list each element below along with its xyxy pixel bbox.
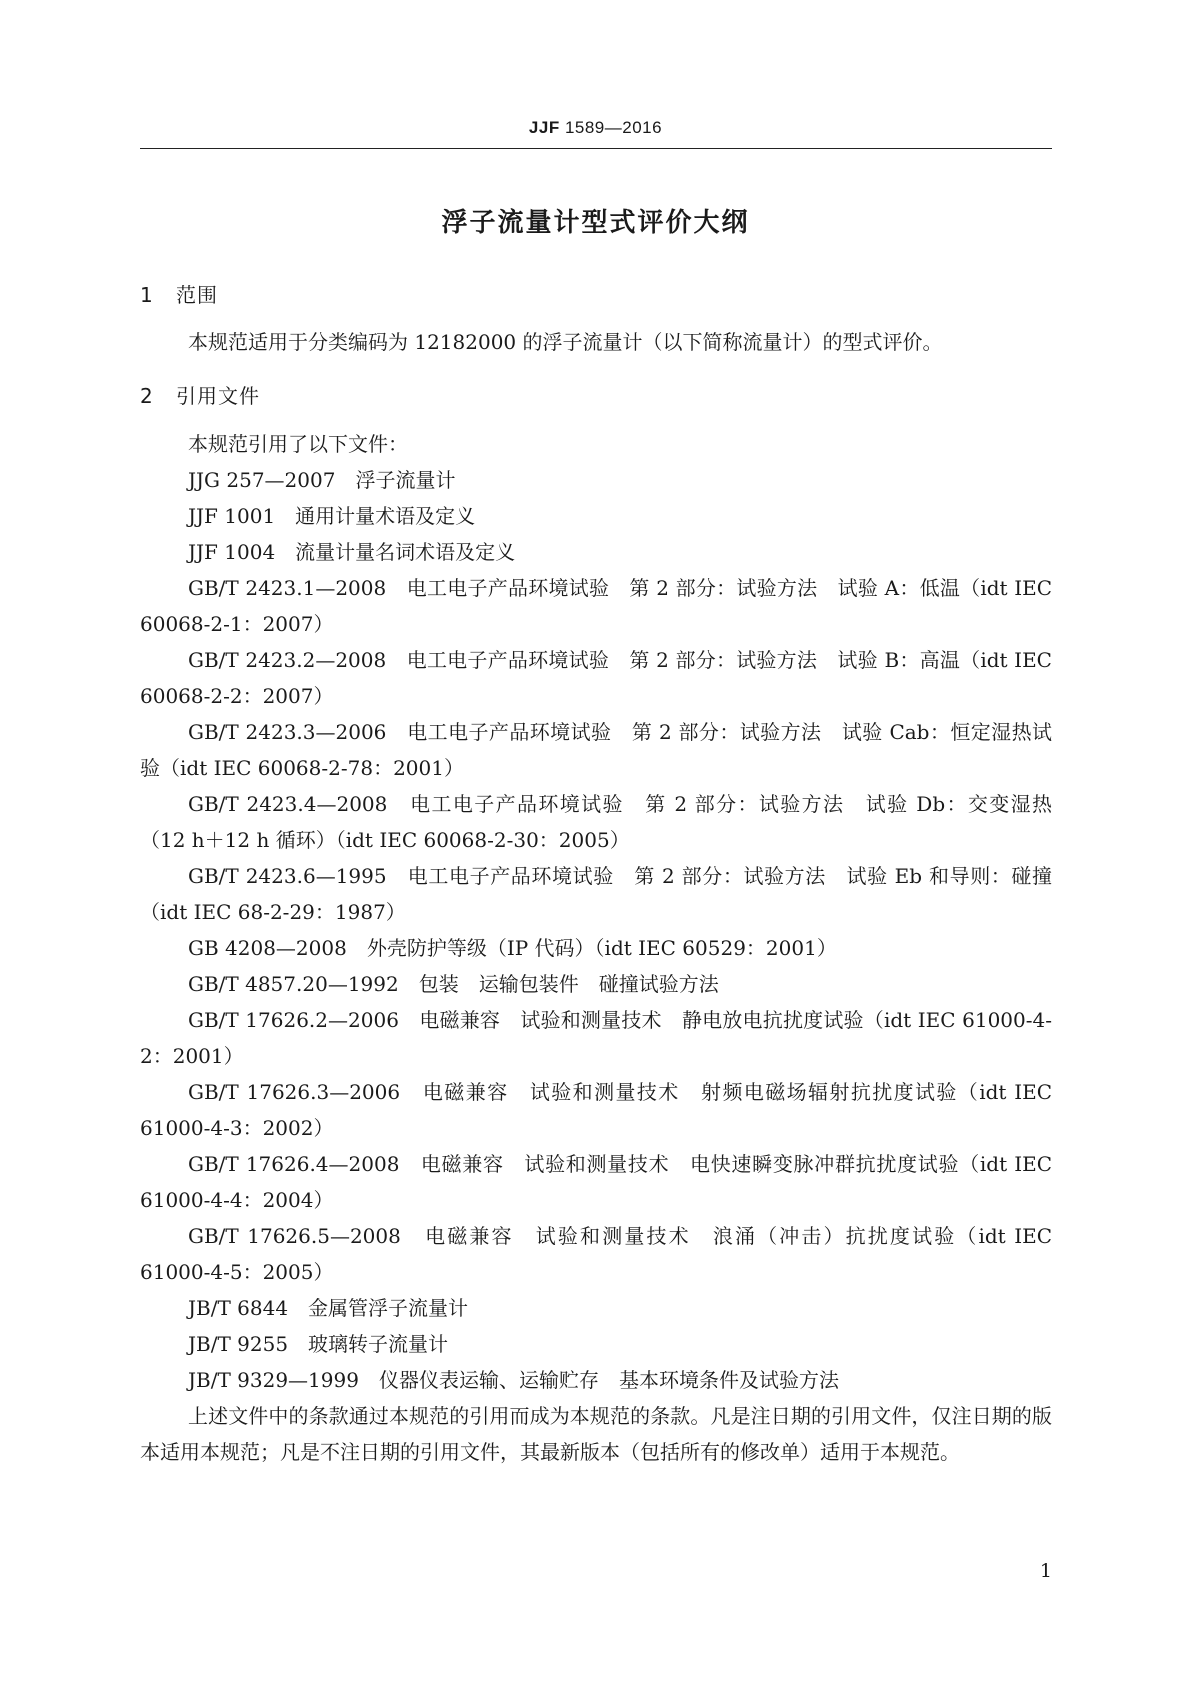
reference-item: GB/T 17626.2—2006 电磁兼容 试验和测量技术 静电放电抗扰度试验（idt IEC 61000-4-2：2001） <box>140 1008 1052 1068</box>
header-divider <box>140 148 1052 149</box>
document-code <box>0 118 1191 138</box>
document-title: 浮子流量计型式评价大纲 <box>441 208 750 238</box>
reference-item: GB 4208—2008 外壳防护等级（IP 代码）（idt IEC 60529：2001） <box>188 936 837 960</box>
reference-item: GB/T 2423.6—1995 电工电子产品环境试验 第 2 部分：试验方法 试验 Eb 和导则：碰撞（idt IEC 68-2-29：1987） <box>140 864 1052 924</box>
reference-item: GB/T 17626.5—2008 电磁兼容 试验和测量技术 浪涌（冲击）抗扰度试验（idt IEC 61000-4-5：2005） <box>140 1224 1059 1284</box>
document-code-prefix: JJF <box>528 118 560 137</box>
section-1-body <box>140 324 1052 360</box>
reference-item: JJF 1004 流量计量名词术语及定义 <box>188 540 516 564</box>
section-2-body <box>140 426 1059 1470</box>
reference-item: JJG 257—2007 浮子流量计 <box>188 468 456 492</box>
section-2-title: 引用文件 <box>176 384 260 408</box>
section-2-number: 2 <box>140 384 154 408</box>
paragraph: 本规范适用于分类编码为 12182000 的浮子流量计（以下简称流量计）的型式评价。 <box>188 330 943 354</box>
paragraph: 本规范引用了以下文件： <box>188 432 408 456</box>
section-2-heading <box>140 380 260 409</box>
reference-item: GB/T 2423.3—2006 电工电子产品环境试验 第 2 部分：试验方法 试验 Cab：恒定湿热试验（idt IEC 60068-2-78：2001） <box>140 720 1052 780</box>
reference-item: GB/T 2423.4—2008 电工电子产品环境试验 第 2 部分：试验方法 试验 Db：交变湿热（12 h＋12 h 循环）（idt IEC 60068-2-30：2005） <box>140 792 1052 852</box>
reference-item: GB/T 17626.4—2008 电磁兼容 试验和测量技术 电快速瞬变脉冲群抗扰度试验（idt IEC 61000-4-4：2004） <box>140 1152 1059 1212</box>
section-1-number: 1 <box>140 283 154 307</box>
reference-item: GB/T 17626.3—2006 电磁兼容 试验和测量技术 射频电磁场辐射抗扰度试验（idt IEC 61000-4-3：2002） <box>140 1080 1059 1140</box>
reference-item: JB/T 6844 金属管浮子流量计 <box>188 1296 469 1320</box>
section-1-heading <box>140 279 218 308</box>
page-number: 1 <box>1039 1560 1052 1582</box>
reference-item: GB/T 2423.2—2008 电工电子产品环境试验 第 2 部分：试验方法 试验 B：高温（idt IEC 60068-2-2：2007） <box>140 648 1059 708</box>
reference-item: JB/T 9255 玻璃转子流量计 <box>188 1332 449 1356</box>
reference-item: GB/T 4857.20—1992 包装 运输包装件 碰撞试验方法 <box>188 972 719 996</box>
document-code-number: 1589—2016 <box>564 118 663 137</box>
section-1-title: 范围 <box>176 283 218 307</box>
paragraph: 上述文件中的条款通过本规范的引用而成为本规范的条款。凡是注日期的引用文件，仅注日期的版本适用本规范；凡是不注日期的引用文件，其最新版本（包括所有的修改单）适用于本规范。 <box>140 1404 1052 1464</box>
reference-item: JJF 1001 通用计量术语及定义 <box>188 504 476 528</box>
reference-item: GB/T 2423.1—2008 电工电子产品环境试验 第 2 部分：试验方法 试验 A：低温（idt IEC 60068-2-1：2007） <box>140 576 1059 636</box>
reference-item: JB/T 9329—1999 仪器仪表运输、运输贮存 基本环境条件及试验方法 <box>188 1368 839 1392</box>
